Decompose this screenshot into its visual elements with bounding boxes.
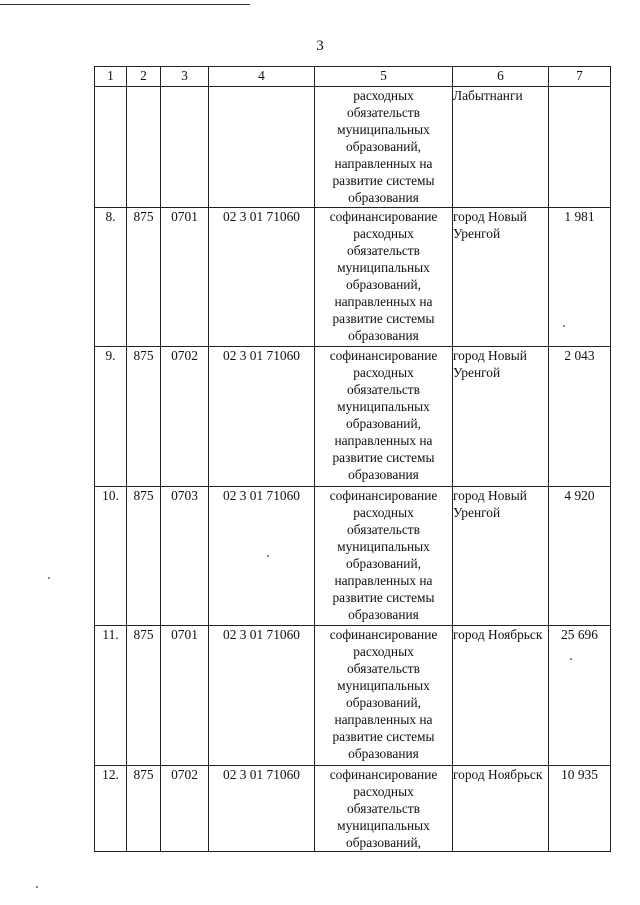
description-line: обязательств <box>347 801 420 816</box>
amount-cell: 25 696 <box>549 626 611 766</box>
description-line: расходных <box>353 784 414 799</box>
amount-cell: 10 935 <box>549 766 611 852</box>
row-number-cell: 8. <box>95 208 127 347</box>
scan-speck <box>36 886 38 888</box>
description-line: софинансирование <box>329 348 438 363</box>
description-line: обязательств <box>347 522 420 537</box>
header-row <box>95 67 611 87</box>
target-article-cell <box>209 87 315 208</box>
description-line: образований, <box>346 277 421 292</box>
amount-cell: 4 920 <box>549 487 611 626</box>
description-line: муниципальных <box>337 399 430 414</box>
top-rule <box>0 4 250 5</box>
target-article-cell: 02 3 01 71060 <box>209 626 315 766</box>
municipality-cell: город Ноябрьск <box>453 766 549 852</box>
column-header: 2 <box>127 67 161 87</box>
scan-speck <box>48 577 50 579</box>
description-line: обязательств <box>347 105 420 120</box>
description-line: развитие системы <box>332 590 435 605</box>
description-line: образований, <box>346 556 421 571</box>
row-number-cell: 10. <box>95 487 127 626</box>
column-header: 4 <box>209 67 315 87</box>
table-row <box>95 347 611 487</box>
section-cell: 0703 <box>161 487 209 626</box>
amount-cell: 2 043 <box>549 347 611 487</box>
description-line: образования <box>348 607 419 622</box>
description-line: расходных <box>353 505 414 520</box>
description-line: расходных <box>353 365 414 380</box>
code-cell: 875 <box>127 347 161 487</box>
code-cell: 875 <box>127 487 161 626</box>
municipality-cell: город Новый Уренгой <box>453 347 549 487</box>
description-line: образований, <box>346 695 421 710</box>
section-cell: 0701 <box>161 208 209 347</box>
section-cell: 0702 <box>161 347 209 487</box>
column-header: 6 <box>453 67 549 87</box>
section-cell <box>161 87 209 208</box>
description-line: образования <box>348 190 419 205</box>
code-cell: 875 <box>127 626 161 766</box>
description-line: муниципальных <box>337 678 430 693</box>
page-number: 3 <box>316 38 324 54</box>
row-number-cell: 11. <box>95 626 127 766</box>
description-cell <box>315 487 453 626</box>
amount-cell: 1 981 <box>549 208 611 347</box>
scan-speck <box>563 325 565 327</box>
table-row <box>95 487 611 626</box>
municipality-cell: город Новый Уренгой <box>453 487 549 626</box>
description-line: образования <box>348 328 419 343</box>
description-line: образования <box>348 467 419 482</box>
description-line: муниципальных <box>337 818 430 833</box>
section-cell: 0702 <box>161 766 209 852</box>
description-line: направленных на <box>334 712 433 727</box>
description-line: расходных <box>353 226 414 241</box>
table-row <box>95 766 611 852</box>
description-cell <box>315 347 453 487</box>
column-header: 1 <box>95 67 127 87</box>
amount-cell <box>549 87 611 208</box>
description-line: обязательств <box>347 382 420 397</box>
description-cell <box>315 626 453 766</box>
column-header: 7 <box>549 67 611 87</box>
description-line: направленных на <box>334 573 433 588</box>
description-line: расходных <box>353 644 414 659</box>
description-line: образований, <box>346 835 421 850</box>
code-cell: 875 <box>127 208 161 347</box>
budget-table <box>94 66 611 852</box>
description-cell <box>315 766 453 852</box>
description-cell <box>315 208 453 347</box>
target-article-cell: 02 3 01 71060 <box>209 208 315 347</box>
column-header: 3 <box>161 67 209 87</box>
target-article-cell: 02 3 01 71060 <box>209 347 315 487</box>
description-line: образований, <box>346 139 421 154</box>
description-line: муниципальных <box>337 260 430 275</box>
description-line: направленных на <box>334 433 433 448</box>
description-line: софинансирование <box>329 767 438 782</box>
row-number-cell <box>95 87 127 208</box>
code-cell: 875 <box>127 766 161 852</box>
description-line: направленных на <box>334 156 433 171</box>
description-line: образований, <box>346 416 421 431</box>
description-line: муниципальных <box>337 122 430 137</box>
table-row <box>95 626 611 766</box>
section-cell: 0701 <box>161 626 209 766</box>
municipality-cell: Лабытнанги <box>453 87 549 208</box>
description-line: софинансирование <box>329 488 438 503</box>
description-line: софинансирование <box>329 209 438 224</box>
description-cell <box>315 87 453 208</box>
table-row <box>95 208 611 347</box>
description-line: развитие системы <box>332 729 435 744</box>
row-number-cell: 9. <box>95 347 127 487</box>
table-row-continuation <box>95 87 611 208</box>
description-line: расходных <box>353 88 414 103</box>
description-line: направленных на <box>334 294 433 309</box>
description-line: развитие системы <box>332 450 435 465</box>
description-line: софинансирование <box>329 627 438 642</box>
code-cell <box>127 87 161 208</box>
description-line: обязательств <box>347 661 420 676</box>
description-line: развитие системы <box>332 311 435 326</box>
scan-speck <box>267 555 269 557</box>
scan-speck <box>570 658 572 660</box>
description-line: образования <box>348 746 419 761</box>
description-line: обязательств <box>347 243 420 258</box>
target-article-cell: 02 3 01 71060 <box>209 487 315 626</box>
municipality-cell: город Новый Уренгой <box>453 208 549 347</box>
target-article-cell: 02 3 01 71060 <box>209 766 315 852</box>
row-number-cell: 12. <box>95 766 127 852</box>
municipality-cell: город Ноябрьск <box>453 626 549 766</box>
description-line: развитие системы <box>332 173 435 188</box>
column-header: 5 <box>315 67 453 87</box>
description-line: муниципальных <box>337 539 430 554</box>
